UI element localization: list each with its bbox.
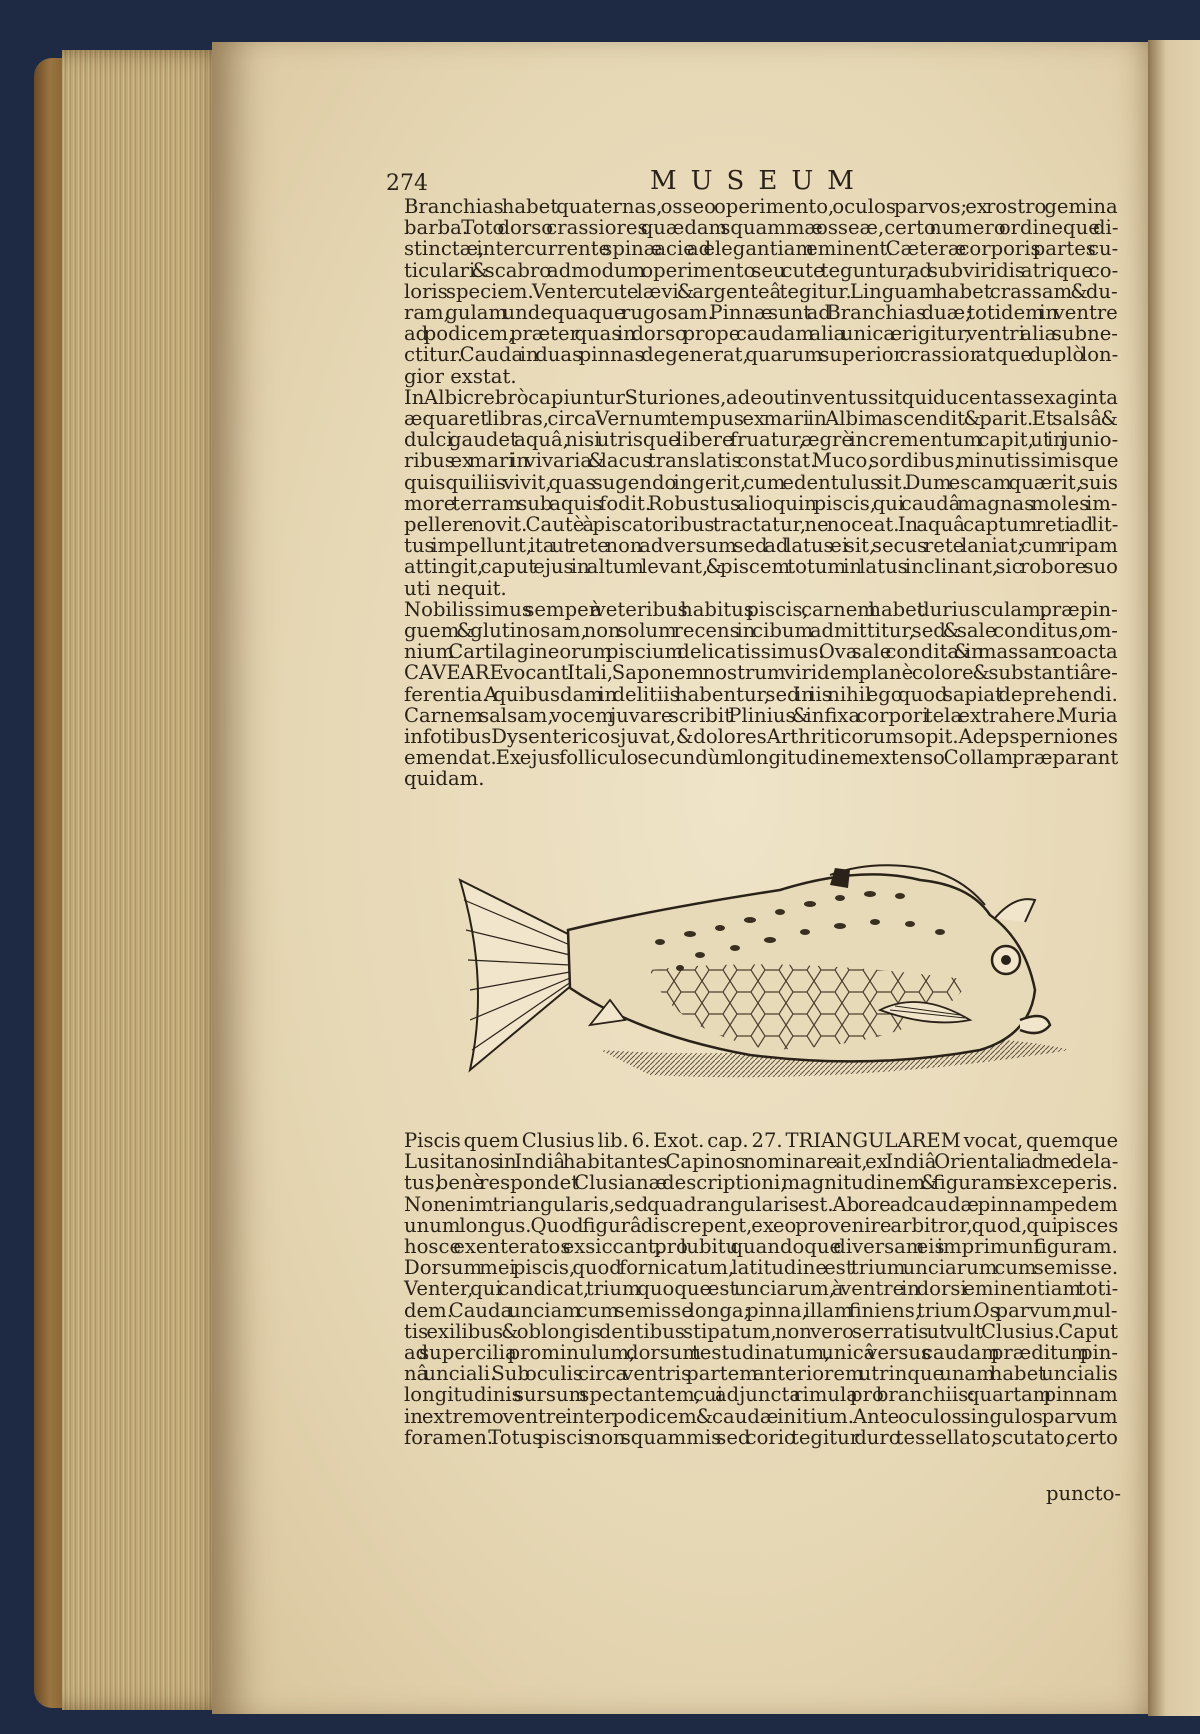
text-line: CAVEARE vocant Itali, Saponem nostrum viridem planè colore & substantiâ re- <box>404 661 1118 685</box>
page-edges <box>62 50 230 1710</box>
text-line: In Albi crebrò capiuntur Sturiones, adeo ut inventus sit qui ducentas sexaginta <box>404 385 1118 409</box>
text-line: stinctæ, intercurrente spinæ acie ad elegantiam eminent. Cæteræ corporis partes cu- <box>404 237 1119 261</box>
fish-body <box>568 865 1035 1061</box>
text-line: nium Cartilagineorum piscium delicatissimus. Ova sale condita & in massam coacta <box>404 640 1118 664</box>
catchword: puncto- <box>1046 1482 1122 1505</box>
text-line: longitudinis sursum spectantem, cui adjuncta rimula pro branchiis: quartam pinnam <box>404 1383 1118 1407</box>
text-line: guem & glutinosam, non solum recens in cibum admittitur, sed & sale conditus, om- <box>404 619 1118 642</box>
text-line: Branchias habet quaternas, osseo operimento, oculos parvos; ex rostro gemina <box>404 195 1118 218</box>
text-line: dulci gaudet aquâ, nisi utrisque libere fruatur, ægrè incrementum capit, ut in junio- <box>404 428 1119 452</box>
text-line: Venter, qui candicat, trium quoque est unciarum, à ventre in dorsi eminentiam toti- <box>404 1277 1119 1301</box>
text-line: ram, gulam undequaque rugosam. Pinnæ sunt ad Branchias duæ; totidem in ventre <box>404 301 1118 324</box>
text-line: ad supercilia prominulum, dorsum testudinatum, unicâ versus caudam præditum pin- <box>404 1341 1119 1364</box>
text-line: unum longus. Quod figurâ discrepent, ex eo provenire arbitror, quod, qui pisces <box>404 1213 1119 1237</box>
text-line: ferentia. A quibusdam in delitiis habentur, sed in iis nihil ego quod sapiat deprehendi. <box>404 682 1118 706</box>
text-line: nâ unciali. Sub oculis circa ventris partem anteriorem utrinque unam habet uncialis <box>404 1362 1118 1386</box>
text-line: Carnem salsam, vocem juvare scribit Plinius & infixa corpori tela extrahere. Muria <box>404 703 1118 727</box>
text-line: tis exilibus & oblongis dentibus stipatum, non vero serratis ut vult Clusius. Caput <box>404 1319 1119 1343</box>
text-line: gior exstat. <box>404 364 517 388</box>
text-line: barba. Toto dorso crassiores quædam squammæ osseæ,certo numero ordineque di- <box>404 216 1119 240</box>
text-line: Nobilissimus semper à veteribus habitus piscis, carnem habet duriusculam, præpin- <box>404 597 1118 621</box>
text-line: foramen. Totus piscis non squammis sed corio tegitur duro tessellato, scutato, certo <box>404 1425 1118 1449</box>
text-line: ad podicem, præter quas in dorso prope caudam alia unica erigitur, ventri alia subne- <box>404 322 1118 346</box>
text-line: Piscis quem Clusius lib. 6. Exot. cap. 27. TRIANGULAREM vocat, quemque <box>404 1129 1119 1152</box>
tail-fin <box>460 880 572 1070</box>
text-line: quidam. <box>404 767 485 791</box>
text-line: Dorsum mei piscis, quod fornicatum, latitudine est trium unciarum cum semisse. <box>404 1256 1119 1280</box>
text-line: pellere novit. Cautè à piscatoribus tractatur, ne noceat. In aquâ captum reti ad lit- <box>404 513 1119 536</box>
text-line: dem. Cauda unciam cum semisse longa; pinna, illam finiens, trium. Os parvum, mul- <box>404 1298 1118 1322</box>
text-line: tus, benè respondet Clusianæ descriptioni, magnitudinem & figuram si exceperis. <box>404 1171 1119 1195</box>
text-line: ticulari & scabro admodum operimento seu cute teguntur, ad subviridis atrique co- <box>404 258 1119 282</box>
text-line: in fotibus Dysentericos juvat, & dolores Arthriticorum sopit. Adeps perniones <box>404 725 1118 748</box>
text-line: in extremo ventre inter podicem & caudæ initium. Ante oculos singulos parvum <box>404 1404 1118 1428</box>
text-line: Lusitanos in Indiâ habitantes Capinos nominare ait, ex Indiâ Orientali ad me dela- <box>404 1150 1119 1174</box>
text-line: tus impellunt, ita ut rete non adversum sed ad latus ei sit, secus rete laniat; cum ripam <box>404 534 1118 558</box>
text-line: æquaret libras, circa Vernum tempus ex mari in Albim ascendit & parit. Et salsâ & <box>404 407 1118 430</box>
text-line: attingit, caput ejus in altum levant, & piscem totum in latus inclinant, sic robore suo <box>404 555 1118 579</box>
text-line: Non enim triangularis, sed quadrangularis est. Ab ore ad caudæ pinnam pedem <box>404 1192 1118 1216</box>
fish-woodcut-illustration <box>450 860 1110 1120</box>
text-line: emendat. Ex ejus folliculo secundùm longitudinem extenso Collam præparant <box>404 746 1119 770</box>
text-line: quisquiliis vivit, quas sugendo ingerit, cum edentulus sit. Dum escam quærit, suis <box>404 470 1118 494</box>
text-line: more terram sub aquis fodit. Robustus alioquin piscis, qui caudâ magnas moles im- <box>404 491 1118 515</box>
text-line: uti nequit. <box>404 576 507 600</box>
running-title: MUSEUM <box>650 166 868 196</box>
text-line: hosce exenteratos exsiccant, pro lubitu quandoque diversam eis imprimunt figuram. <box>404 1235 1118 1258</box>
text-line: ribus ex mari in vivaria & lacus translatis constat. Muco, sordibus, minutissimisque <box>404 449 1119 473</box>
text-line: ctitur. Cauda in duas pinnas degenerat, quarum superior crassior atque duplò lon- <box>404 343 1119 367</box>
page-number: 274 <box>386 171 428 196</box>
text-line: loris speciem. Venter cute lævi & argenteâ tegitur. Linguam habet crassam & du- <box>404 279 1118 303</box>
facing-page-edge <box>1148 40 1200 1716</box>
